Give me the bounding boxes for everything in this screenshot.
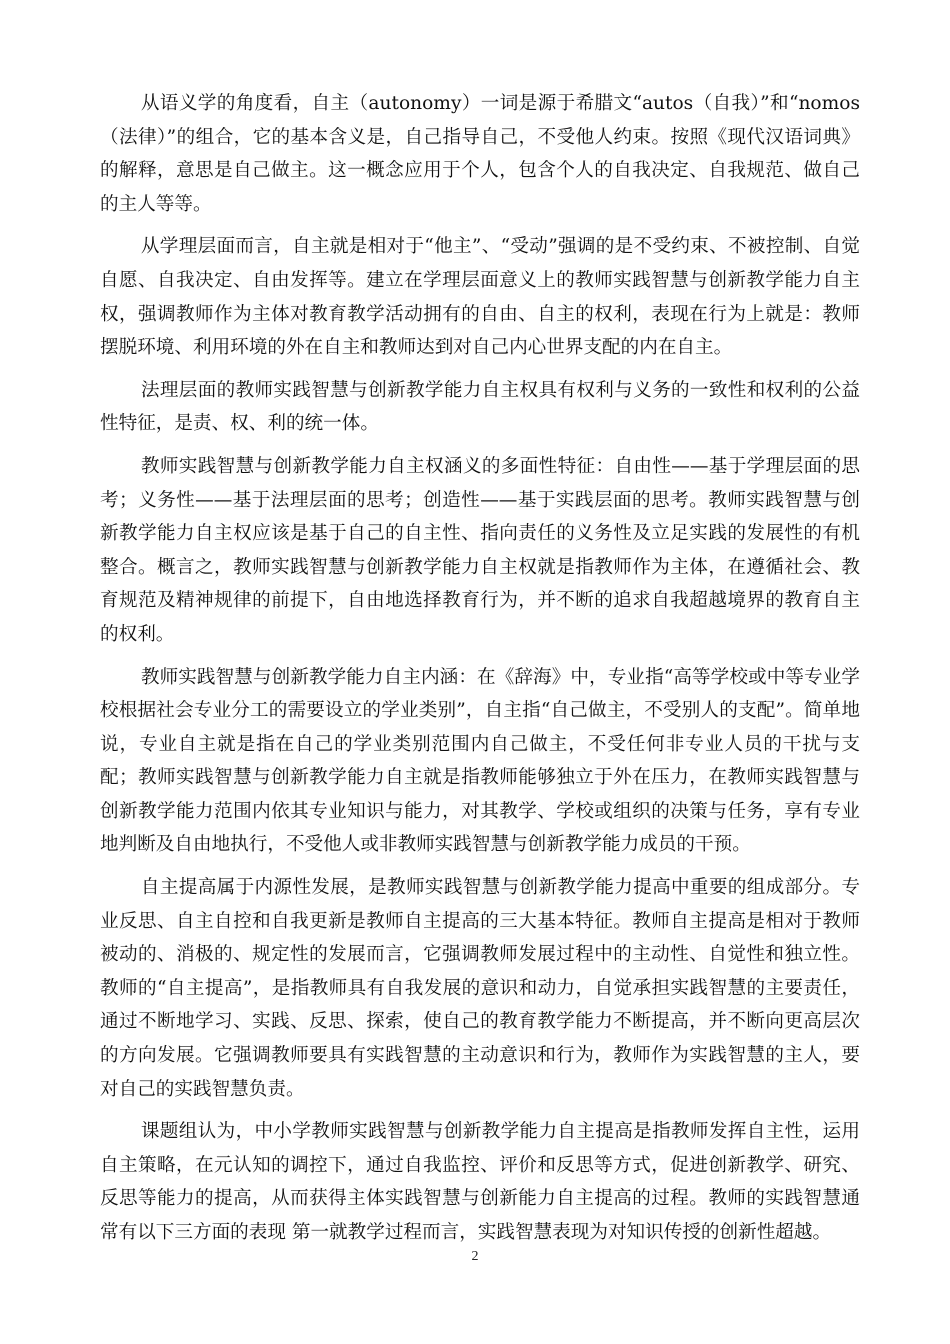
paragraph-multifaceted-features: 教师实践智慧与创新教学能力自主权涵义的多面性特征：自由性——基于学理层面的思考；义务性——基于法理层面的思考；创造性——基于实践层面的思考。教师实践智慧与创新教学能力自主权应该是基于自己的自主性、指向责任的义务性及立足实践的发展性的有机整合。概言之，教师实践智慧与创新教学能力自主权就是指教师作为主体，在遵循社会、教育规范及精神规律的前提下，自由地选择教育行为，并不断的追求自我超越境界的教育自主的权利。: [100, 455, 860, 645]
paragraph-autonomy-connotation: 教师实践智慧与创新教学能力自主内涵：在《辞海》中，专业指“高等学校或中等专业学校根据社会专业分工的需要设立的学业类别”，自主指“自己做主，不受别人的支配”。简单地说，专业自主就是指在自己的学业类别范围内自己做主，不受任何非专业人员的干扰与支配；教师实践智慧与创新教学能力自主就是指教师能够独立于外在压力，在教师实践智慧与创新教学能力范围内依其专业知识与能力，对其教学、学校或组织的决策与任务，享有专业地判断及自由地执行，不受他人或非教师实践智慧与创新教学能力成员的干预。: [100, 666, 860, 856]
paragraph-autonomy-semantics: 从语义学的角度看，自主（autonomy）一词是源于希腊文“autos（自我）”和“nomos（法律）”的组合，它的基本含义是，自己指导自己，不受他人约束。按照《现代汉语词典》的解释，意思是自己做主。这一概念应用于个人，包含个人的自我决定、自我规范、做自己的主人等等。: [100, 93, 860, 215]
page-number: 2: [471, 1249, 479, 1264]
paragraph-theoretical-level: 从学理层面而言，自主就是相对于“他主”、“受动”强调的是不受约束、不被控制、自觉自愿、自我决定、自由发挥等。建立在学理层面意义上的教师实践智慧与创新教学能力自主权，强调教师作为主体对教育教学活动拥有的自由、自主的权利，表现在行为上就是：教师摆脱环境、利用环境的外在自主和教师达到对自己内心世界支配的内在自主。: [100, 236, 860, 359]
paragraph-legal-level: 法理层面的教师实践智慧与创新教学能力自主权具有权利与义务的一致性和权利的公益性特征，是责、权、利的统一体。: [100, 379, 860, 435]
paragraph-research-group-view: 课题组认为，中小学教师实践智慧与创新教学能力自主提高是指教师发挥自主性，运用自主策略，在元认知的调控下，通过自我监控、评价和反思等方式，促进创新教学、研究、反思等能力的提高，从而获得主体实践智慧与创新能力自主提高的过程。教师的实践智慧通常有以下三方面的表现 第一就教学过程而言，实践智慧表现为对知识传授的创新性超越。: [100, 1121, 860, 1243]
document-body: [100, 87, 860, 1250]
paragraph-self-improvement: 自主提高属于内源性发展，是教师实践智慧与创新教学能力提高中重要的组成部分。专业反思、自主自控和自我更新是教师自主提高的三大基本特征。教师自主提高是相对于教师被动的、消极的、规定性的发展而言，它强调教师发展过程中的主动性、自觉性和独立性。教师的“自主提高”，是指教师具有自我发展的意识和动力，自觉承担实践智慧的主要责任，通过不断地学习、实践、反思、探索，使自己的教育教学能力不断提高，并不断向更高层次的方向发展。它强调教师要具有实践智慧的主动意识和行为，教师作为实践智慧的主人，要对自己的实践智慧负责。: [100, 877, 860, 1100]
